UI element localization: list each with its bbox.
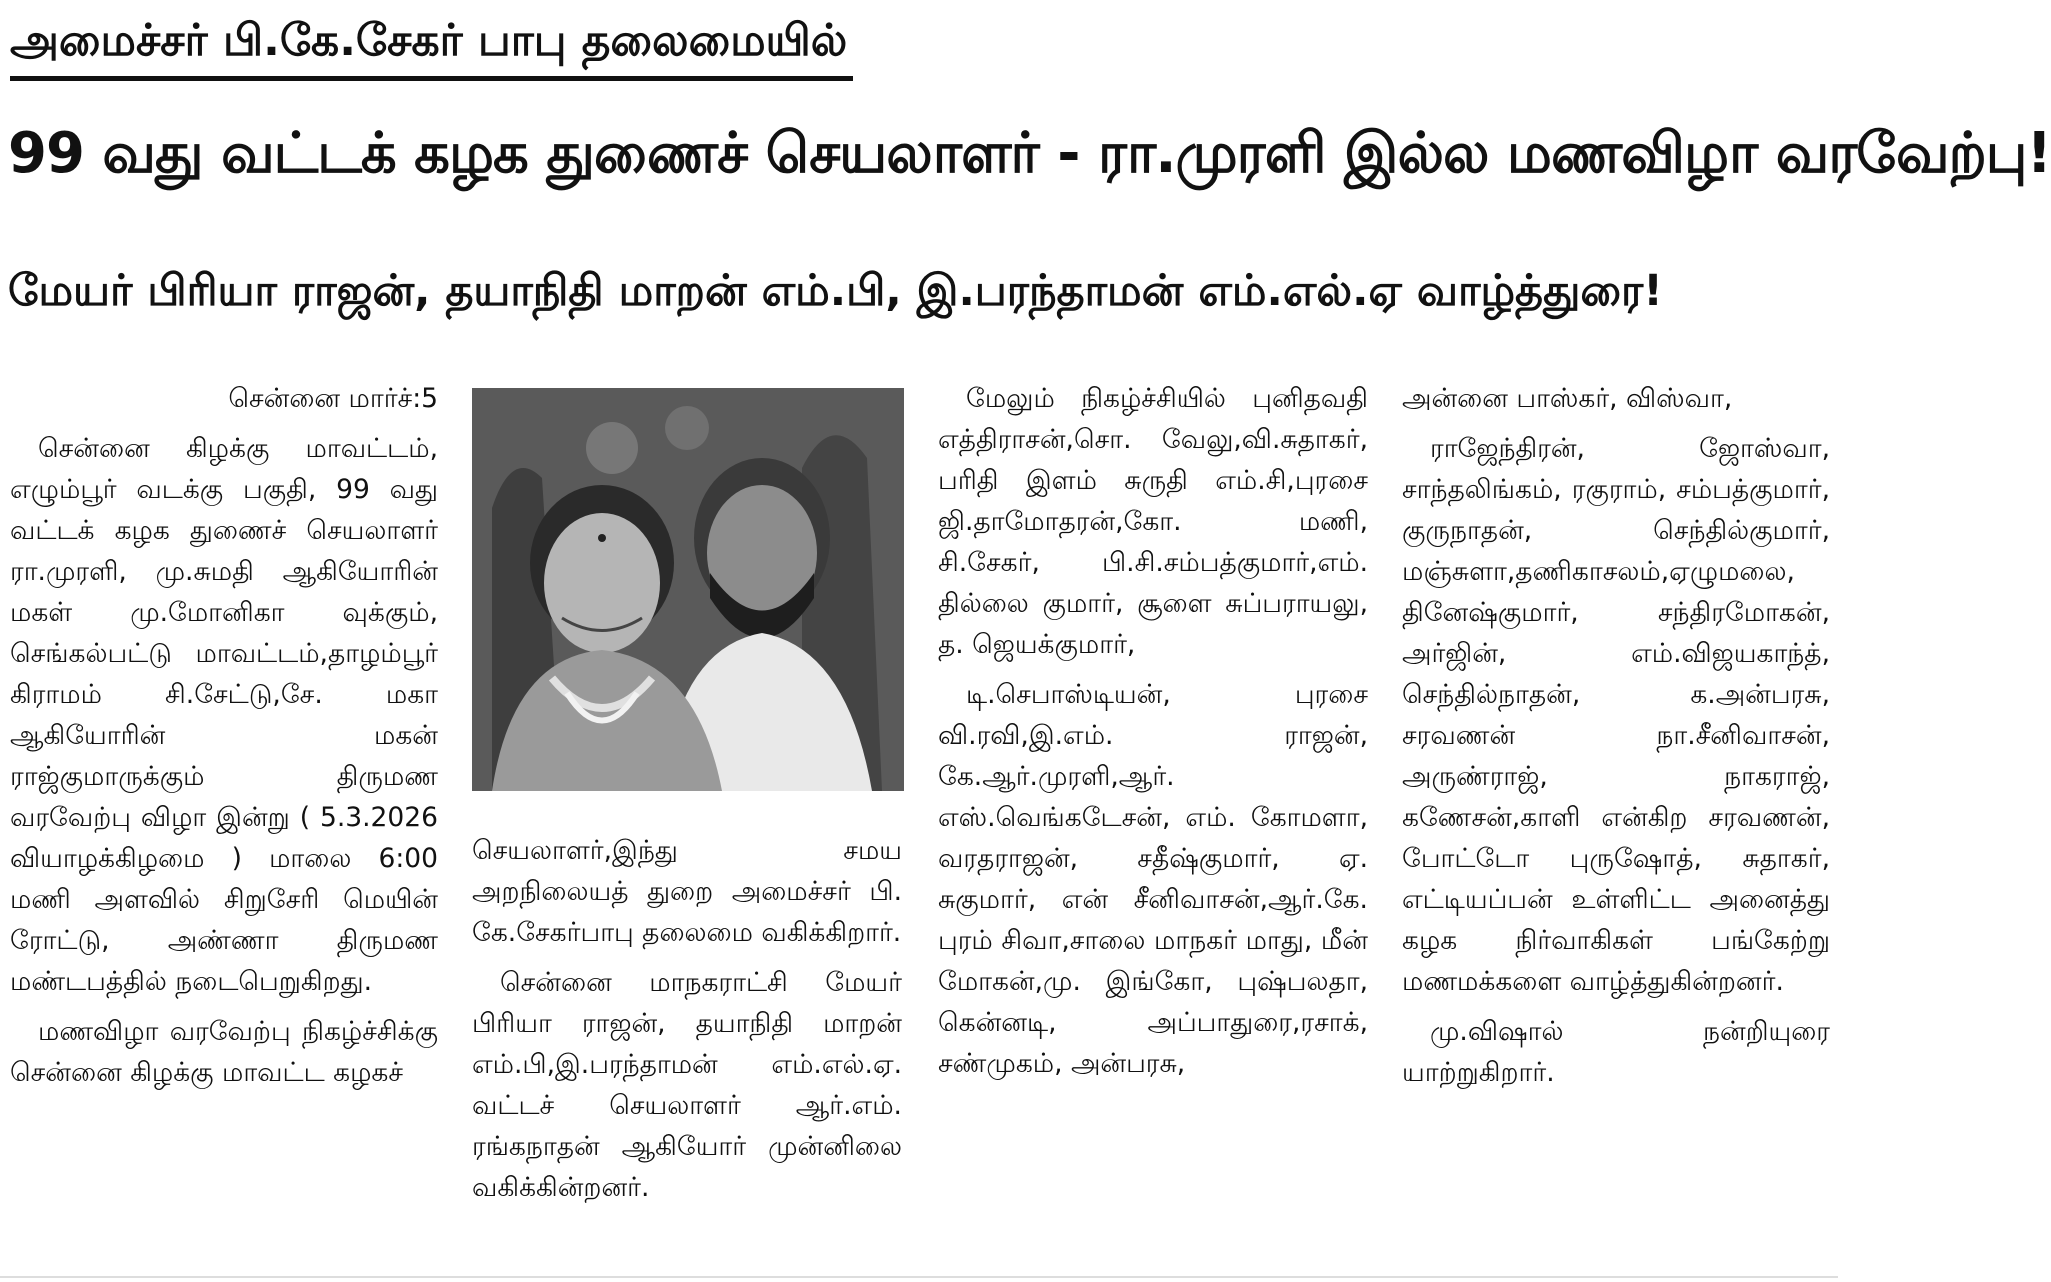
paragraph: மணவிழா வரவேற்பு நிகழ்ச்சிக்கு சென்னை கிழக்கு மாவட்ட கழகச் [10,1016,438,1088]
article-column-4 [1402,378,1830,1093]
paragraph: செயலாளர்,இந்து சமய அறநிலையத் துறை அமைச்சர் பி. கே.சேகர்பாபு தலைமை வகிக்கிறார். [472,835,902,948]
dateline: சென்னை மார்ச்:5 [228,383,438,414]
article-column-2 [472,830,902,1208]
couple-photo-icon [472,388,904,791]
couple-photo [472,388,904,791]
headline: 99 வது வட்டக் கழக துணைச் செயலாளர் - ரா.முரளி இல்ல மணவிழா வரவேற்பு! [8,121,2051,186]
paragraph: மேலும் நிகழ்ச்சியில் புனிதவதி எத்திராசன்,சொ. வேலு,வி.சுதாகர், பரிதி இளம் சுருதி எம்.சி,புரசை ஜி.தாமோதரன்,கோ. மணி, சி.சேகர், பி.சி.சம்பத்குமார்,எம். தில்லை குமார், சூளை சுப்பராயலு, த. ஜெயக்குமார், [938,383,1368,660]
paragraph: ராஜேந்திரன், ஜோஸ்வா, சாந்தலிங்கம், ரகுராம், சம்பத்குமார், குருநாதன், செந்தில்குமார், மஞ்சுளா,தணிகாசலம்,ஏழுமலை, தினேஷ்குமார், சந்திரமோகன், அர்ஜின், எம்.விஜயகாந்த், செந்தில்நாதன், க.அன்பரசு, சரவணன் நா.சீனிவாசன், அருண்ராஜ், நாகராஜ், கணேசன்,காளி என்கிற சரவணன், போட்டோ புருஷோத், சுதாகர், எட்டியப்பன் உள்ளிட்ட அனைத்து கழக நிர்வாகிகள் பங்கேற்று மணமக்களை வாழ்த்துகின்றனர். [1402,433,1830,997]
paragraph: மு.விஷால் நன்றியுரை யாற்றுகிறார். [1402,1016,1830,1088]
paragraph: அன்னை பாஸ்கர், விஸ்வா, [1402,383,1733,414]
kicker-title: அமைச்சர் பி.கே.சேகர் பாபு தலைமையில் [10,6,853,81]
article-column-1 [10,378,438,1093]
paragraph: சென்னை மாநகராட்சி மேயர் பிரியா ராஜன், தயாநிதி மாறன் எம்.பி,இ.பரந்தாமன் எம்.எல்.ஏ. வட்டச் செயலாளர் ஆர்.எம். ரங்கநாதன் ஆகியோர் முன்னிலை வகிக்கின்றனர். [472,967,902,1203]
subheadline: மேயர் பிரியா ராஜன், தயாநிதி மாறன் எம்.பி, இ.பரந்தாமன் எம்.எல்.ஏ வாழ்த்துரை! [8,266,1663,316]
page-bottom-edge [0,1276,1838,1278]
paragraph: சென்னை கிழக்கு மாவட்டம், எழும்பூர் வடக்கு பகுதி, 99 வது வட்டக் கழக துணைச் செயலாளர் ரா.முரளி, மு.சுமதி ஆகியோரின் மகள் மு.மோனிகா வுக்கும், செங்கல்பட்டு மாவட்டம்,தாழம்பூர் கிராமம் சி.சேட்டு,சே. மகா ஆகியோரின் மகன் ராஜ்குமாருக்கும் திருமண வரவேற்பு விழா இன்று ( 5.3.2026 வியாழக்கிழமை ) மாலை 6:00 மணி அளவில் சிறுசேரி மெயின் ரோட்டு, அண்ணா திருமண மண்டபத்தில் நடைபெறுகிறது. [10,433,438,997]
paragraph: டி.செபாஸ்டியன், புரசை வி.ரவி,இ.எம். ராஜன், கே.ஆர்.முரளி,ஆர். எஸ்.வெங்கடேசன், எம். கோமளா, வரதராஜன், சதீஷ்குமார், ஏ. சுகுமார், என் சீனிவாசன்,ஆர்.கே. புரம் சிவா,சாலை மாநகர் மாது, மீன் மோகன்,மு. இங்கோ, புஷ்பலதா, கென்னடி, அப்பாதுரை,ரசாக், சண்முகம், அன்பரசு, [938,679,1368,1079]
article-column-3 [938,378,1368,1084]
